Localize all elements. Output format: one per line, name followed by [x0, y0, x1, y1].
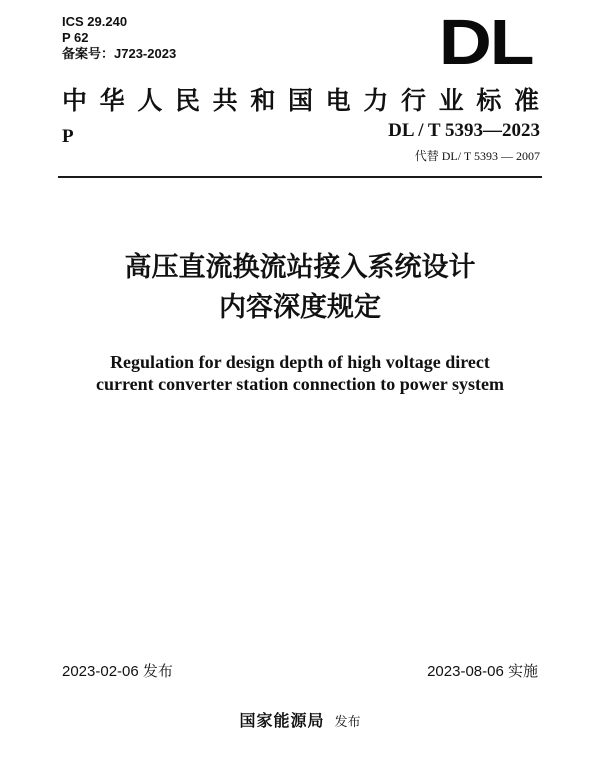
dl-logo: DL: [438, 6, 532, 78]
issuer-org: 国家能源局: [239, 711, 325, 730]
title-en-line1: Regulation for design depth of high voltage direct: [110, 352, 490, 372]
category-code: P 62: [62, 30, 89, 45]
ics-code: ICS 29.240: [62, 14, 128, 29]
filing-number: 备案号：J723-2023: [62, 46, 177, 61]
title-cn-line1: 高压直流换流站接入系统设计: [124, 252, 476, 283]
issuer-line: [0, 708, 600, 731]
standard-type-heading: 中华人民共和国电力行业标准: [62, 86, 540, 115]
header-divider: [58, 176, 542, 178]
title-en-line2: current converter station connection to power system: [96, 374, 504, 394]
implement-date: 2023-08-06 实施: [427, 663, 538, 680]
standard-number: DL / T 5393—2023: [388, 120, 540, 141]
category-letter: P: [62, 126, 74, 147]
replaces-note: 代替 DL/ T 5393 — 2007: [414, 149, 540, 163]
issuer-action: 发布: [334, 715, 361, 730]
title-cn-line2: 内容深度规定: [219, 292, 381, 323]
publish-date: 2023-02-06 发布: [62, 663, 173, 680]
